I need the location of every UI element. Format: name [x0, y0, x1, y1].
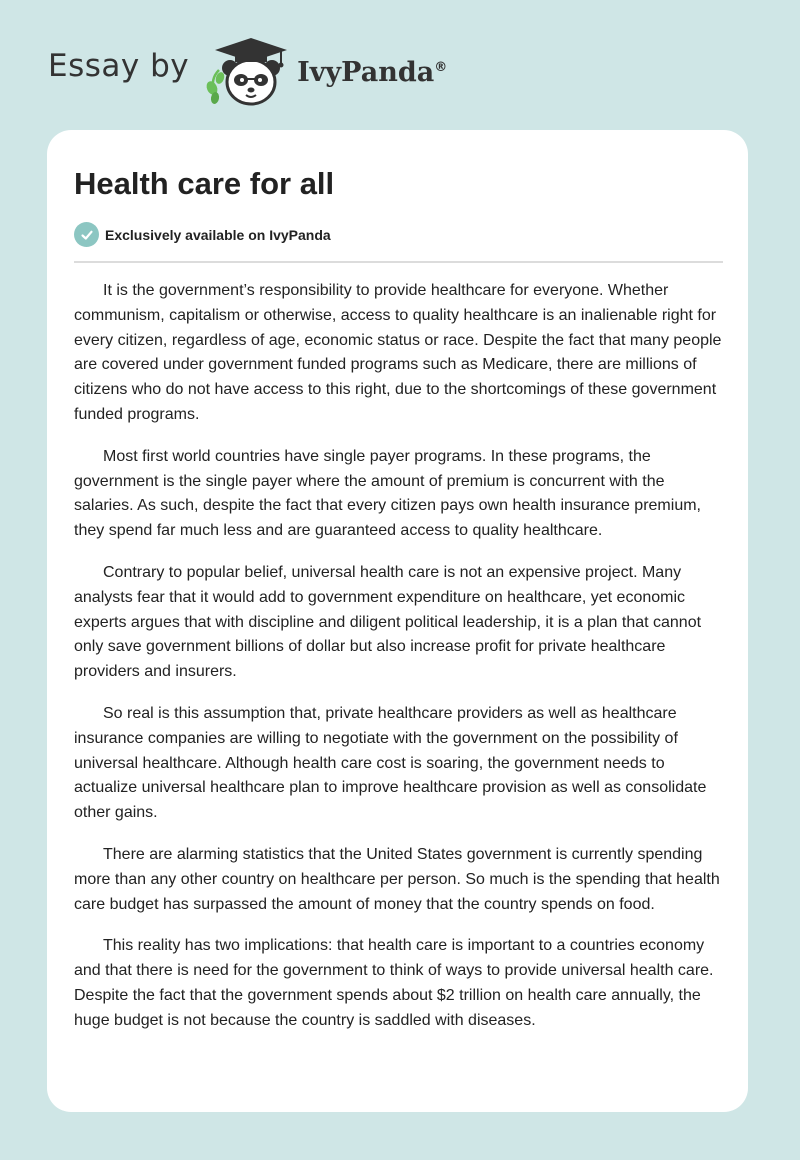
- page-title: Health care for all: [74, 166, 335, 201]
- divider: [74, 261, 723, 263]
- brand-name[interactable]: IvyPanda®: [297, 56, 448, 88]
- ivypanda-logo-icon[interactable]: [201, 30, 293, 110]
- paragraph: It is the government’s responsibility to provide healthcare for everyone. Whether communism, capitalism or otherwise, access to quality healthcare is an inalienable right for every citizen, regardless of age, economic status or race. Despite the fact that many people are covered under government funded programs such as Medicare, there are millions of citizens who do not have access to this right, due to the shortcomings of these government funded programs.: [74, 282, 722, 423]
- paragraph: Most first world countries have single payer programs. In these programs, the government is the single payer where the amount of premium is concurrent with the salaries. As such, despite the fact that every citizen pays own health insurance premium, they spend far much less and are guaranteed access to quality healthcare.: [74, 447, 701, 540]
- paragraph: Contrary to popular belief, universal health care is not an expensive project. Many analysts fear that it would add to government expenditure on healthcare, yet economic experts argues that with discipline and diligent political leadership, it is a plan that cannot only save government billions of dollar but also increase profit for private healthcare providers and insurers.: [74, 563, 702, 681]
- paragraph: This reality has two implications: that health care is important to a countries economy and that there is need for the government to think of ways to provide universal health care. Despite the fact that the government spends about $2 trillion on health care annually, the huge budget is not because the country is saddled with diseases.: [74, 937, 714, 1029]
- essay-body: [74, 279, 726, 1051]
- checkmark-icon: [74, 222, 99, 247]
- exclusive-badge: [74, 222, 331, 247]
- essay-card: [47, 130, 748, 1112]
- paragraph: There are alarming statistics that the United States government is currently spending more than any other country on healthcare per person. So much is the spending that health care budget has surpassed the amount of money that the country spends on food.: [74, 845, 720, 913]
- site-header: [48, 30, 447, 110]
- essay-by-label: Essay by: [48, 48, 190, 84]
- registered-mark: ®: [434, 59, 448, 75]
- exclusive-label: Exclusively available on IvyPanda: [105, 226, 331, 243]
- paragraph: So real is this assumption that, private healthcare providers as well as healthcare insurance companies are willing to negotiate with the government on the possibility of universal healthcare. Although health care cost is soaring, the government needs to actualize universal healthcare plan to improve healthcare provision as well as consolidate other gains.: [74, 704, 707, 822]
